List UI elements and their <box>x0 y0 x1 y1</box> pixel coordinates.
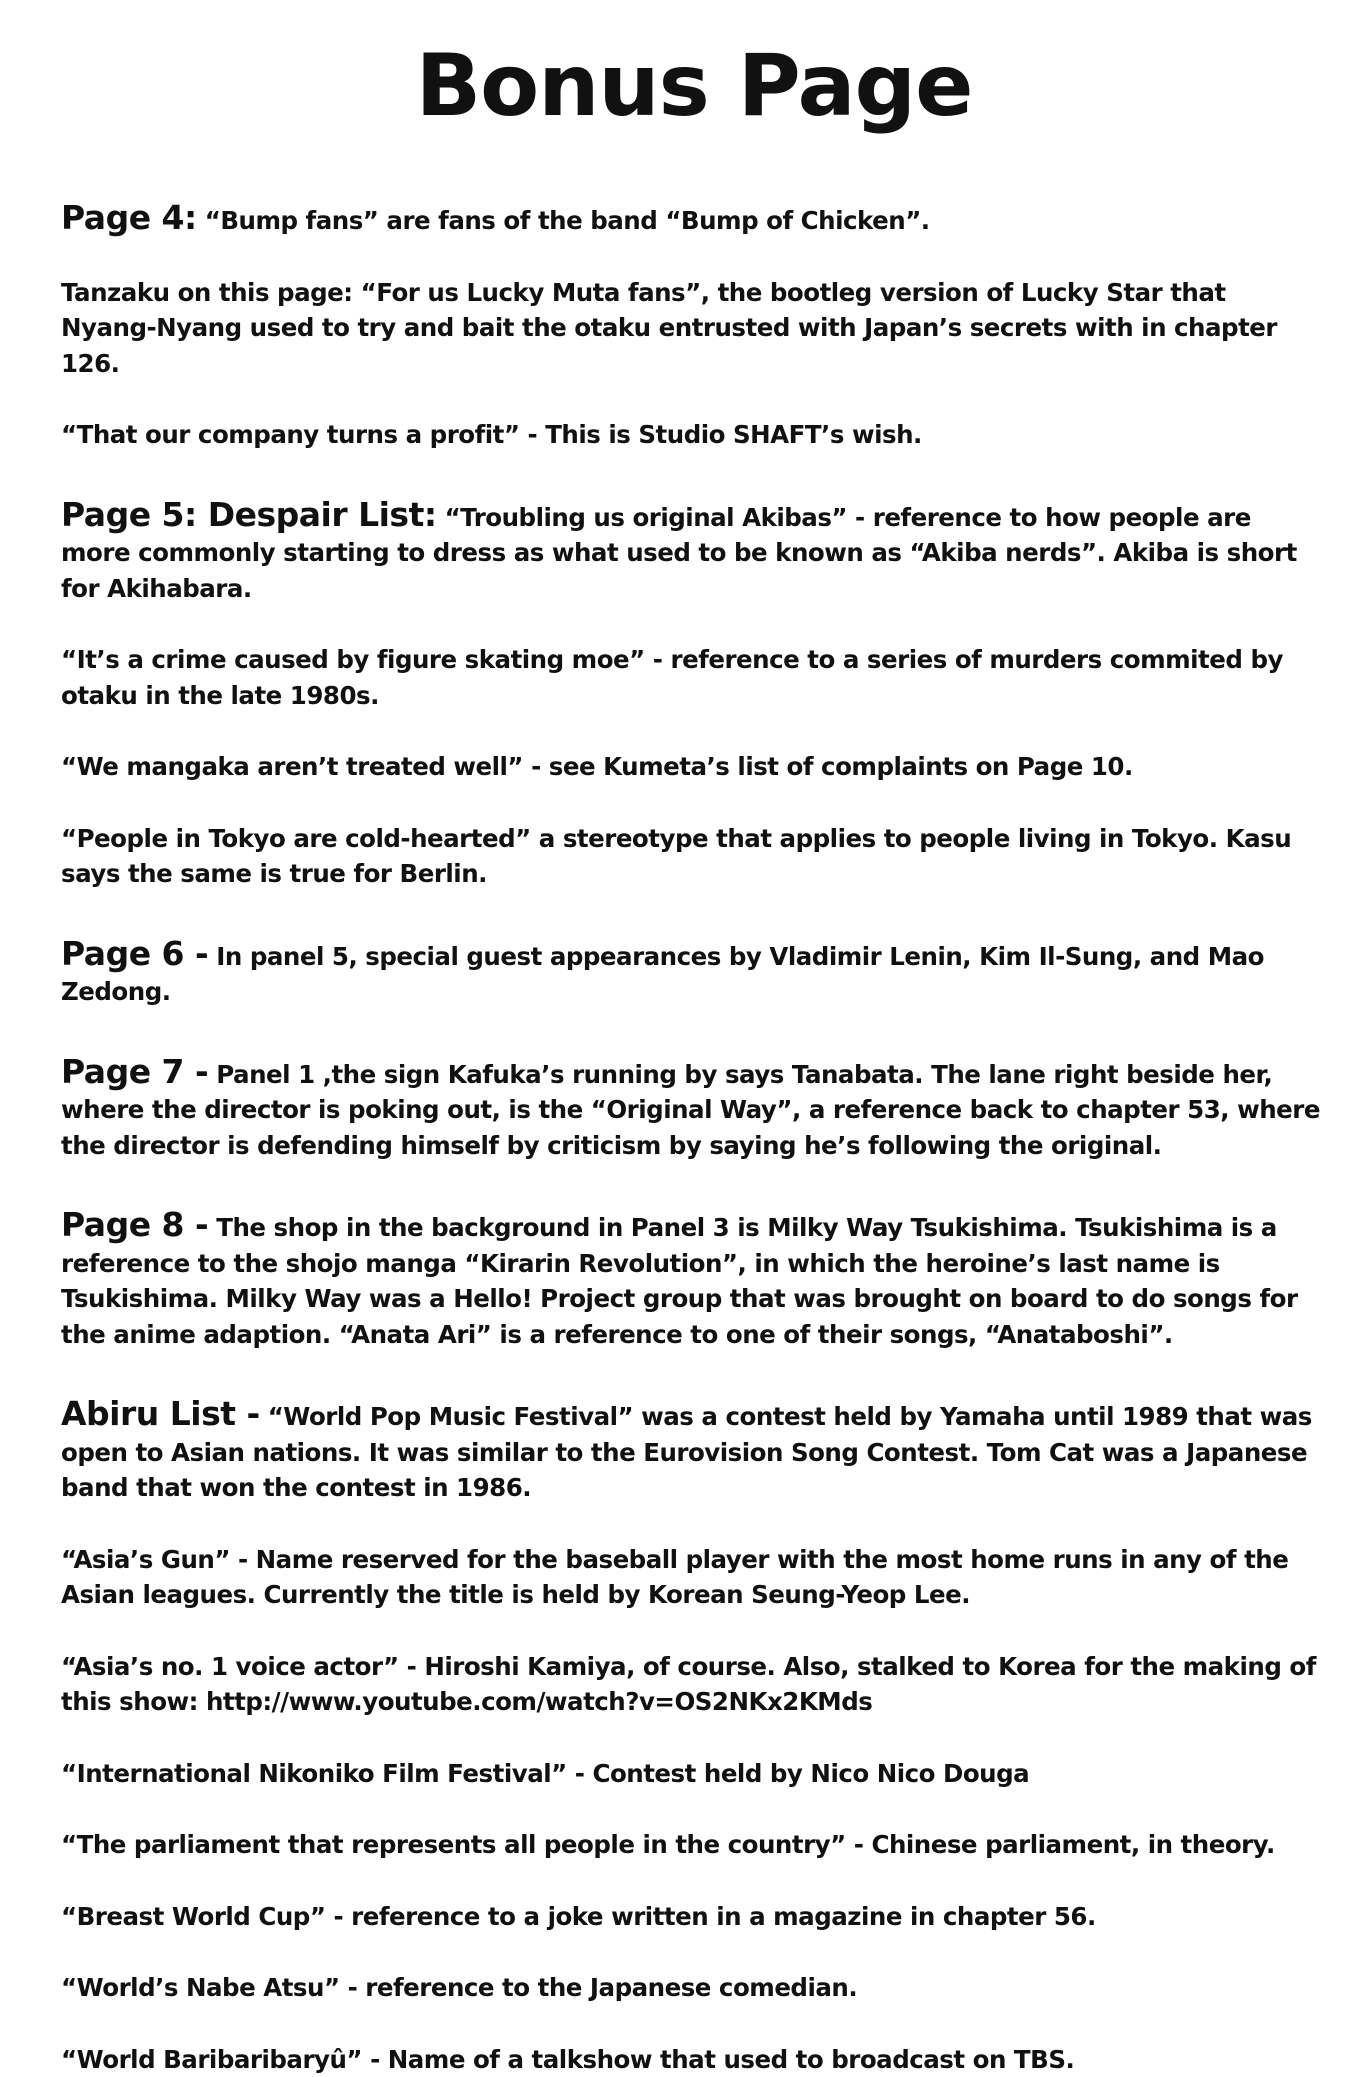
note-heading: Page 8 - <box>61 1205 208 1244</box>
note-heading: Page 5: Despair List: <box>61 495 437 534</box>
note-text: “Bump fans” are fans of the band “Bump of Chicken”. <box>197 206 930 235</box>
note-text: Panel 1 ,the sign Kafuka’s running by says Tanabata. The lane right beside her, where the director is poking out, is the “Original Way”, a reference back to chapter 53, where the director is defending himself by criticism by saying he’s following the original. <box>61 1060 1320 1160</box>
note-asias-gun <box>61 1542 1327 1613</box>
note-text: “World Pop Music Festival” was a contest held by Yamaha until 1989 that was open to Asian nations. It was similar to the Eurovision Song Contest. Tom Cat was a Japanese band that won the contest in 1986. <box>61 1402 1312 1502</box>
note-nikoniko <box>61 1756 1327 1792</box>
note-page-6 <box>61 936 1327 1010</box>
note-text: “Troubling us original Akibas” - reference to how people are more commonly starting to dress as what used to be known as “Akiba nerds”. Akiba is short for Akihabara. <box>61 503 1297 603</box>
note-heading: Page 4: <box>61 198 197 237</box>
note-text: “It’s a crime caused by figure skating moe” - reference to a series of murders commited by otaku in the late 1980s. <box>61 645 1283 710</box>
note-text: “International Nikoniko Film Festival” - Contest held by Nico Nico Douga <box>61 1759 1029 1788</box>
note-tokyo <box>61 821 1327 892</box>
note-text: In panel 5, special guest appearances by Vladimir Lenin, Kim Il-Sung, and Mao Zedong. <box>61 942 1264 1007</box>
note-page-7 <box>61 1054 1327 1164</box>
note-page-5 <box>61 497 1327 607</box>
note-mangaka <box>61 749 1327 785</box>
note-text: “World’s Nabe Atsu” - reference to the Japanese comedian. <box>61 1973 857 2002</box>
note-figure-skating <box>61 642 1327 713</box>
note-parliament <box>61 1827 1327 1863</box>
note-heading: Page 6 - <box>61 934 208 973</box>
note-voice-actor <box>61 1649 1327 1720</box>
note-shaft-wish <box>61 417 1327 453</box>
note-text: “People in Tokyo are cold-hearted” a stereotype that applies to people living in Tokyo. Kasu says the same is true for Berlin. <box>61 824 1291 889</box>
note-abiru-list <box>61 1396 1327 1506</box>
note-text: “Breast World Cup” - reference to a joke written in a magazine in chapter 56. <box>61 1902 1096 1931</box>
note-text: “That our company turns a profit” - This is Studio SHAFT’s wish. <box>61 420 922 449</box>
note-tanzaku <box>61 275 1327 382</box>
note-text: “Asia’s Gun” - Name reserved for the baseball player with the most home runs in any of the Asian leagues. Currently the title is held by Korean Seung-Yeop Lee. <box>61 1545 1288 1610</box>
note-text: “We mangaka aren’t treated well” - see Kumeta’s list of complaints on Page 10. <box>61 752 1133 781</box>
note-page-8 <box>61 1207 1327 1352</box>
note-text: Tanzaku on this page: “For us Lucky Muta fans”, the bootleg version of Lucky Star that Nyang-Nyang used to try and bait the otaku entrusted with Japan’s secrets with in chapter 126. <box>61 278 1277 378</box>
page-title: Bonus Page <box>61 36 1327 136</box>
note-nabe-atsu <box>61 1970 1327 2006</box>
note-heading: Page 7 - <box>61 1052 208 1091</box>
note-text: The shop in the background in Panel 3 is Milky Way Tsukishima. Tsukishima is a reference to the shojo manga “Kirarin Revolution”, in which the heroine’s last name is Tsukishima. Milky Way was a Hello! Project group that was brought on board to do songs for the anime adaption. “Anata Ari” is a reference to one of their songs, “Anataboshi”. <box>61 1213 1298 1349</box>
note-text: “The parliament that represents all people in the country” - Chinese parliament, in theory. <box>61 1830 1275 1859</box>
note-breast-world-cup <box>61 1899 1327 1935</box>
note-text: “Asia’s no. 1 voice actor” - Hiroshi Kamiya, of course. Also, stalked to Korea for the making of this show: http://www.youtube.com/watch?v=OS2NKx2KMds <box>61 1652 1316 1717</box>
note-baribaribaryu <box>61 2042 1327 2077</box>
note-heading: Abiru List - <box>61 1394 260 1433</box>
note-text: “World Baribaribaryû” - Name of a talkshow that used to broadcast on TBS. <box>61 2045 1074 2074</box>
note-page-4 <box>61 200 1327 239</box>
